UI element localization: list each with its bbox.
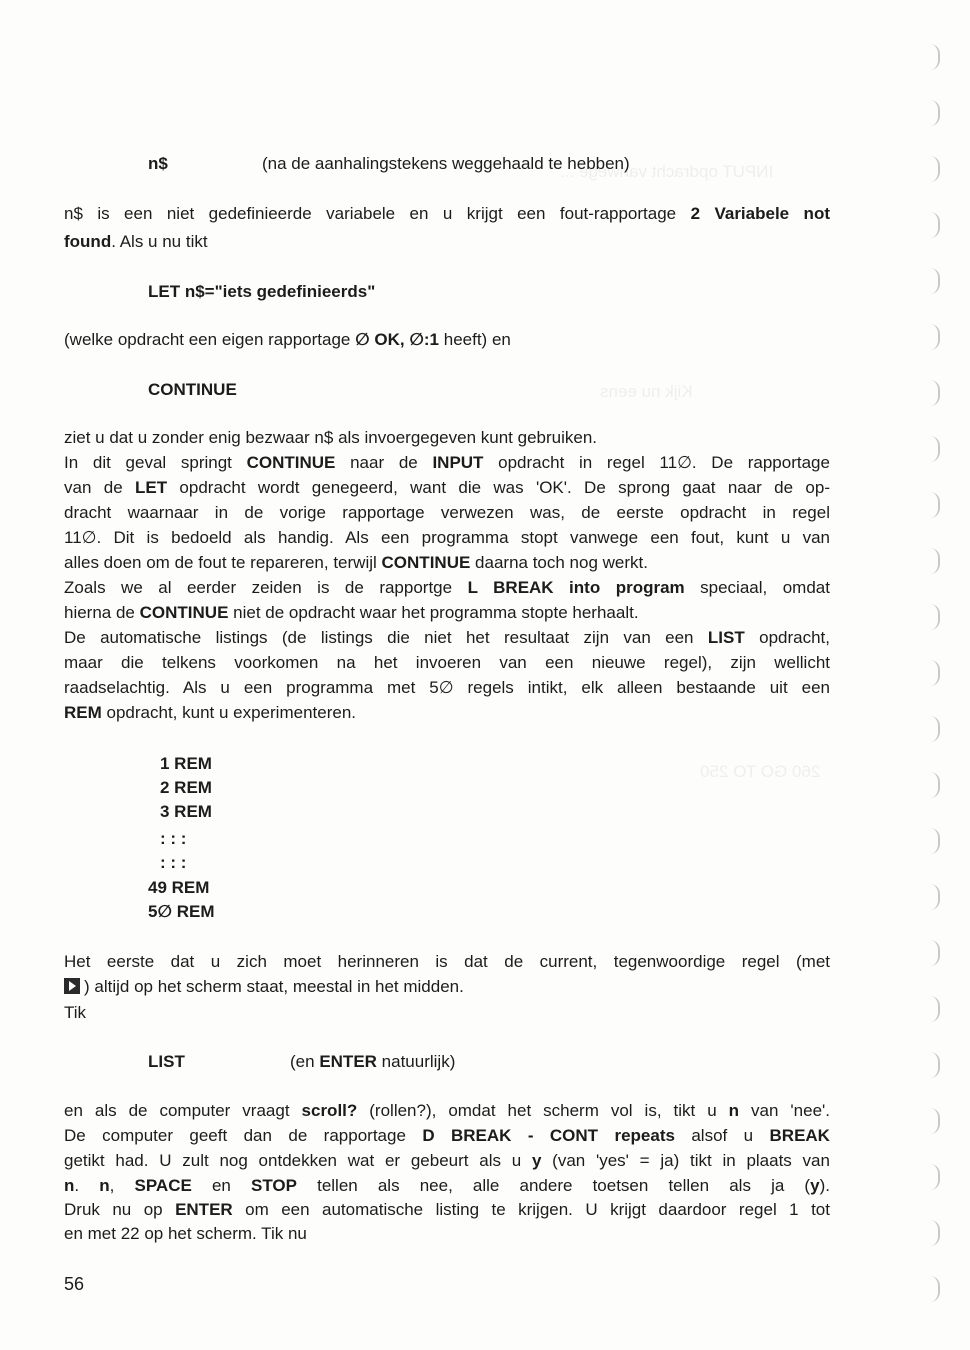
text-run: alles doen om de fout te repareren, terwijl <box>64 553 377 572</box>
text-run: natuurlijk) <box>381 1052 456 1071</box>
command-keyword: CONTINUE <box>381 553 471 572</box>
paragraph-line <box>64 975 830 999</box>
text-run: ) altijd op het scherm staat, meestal in het midden. <box>84 977 464 996</box>
text-run: n$ is een niet gedefinieerde variabele en u krijgt een fout-rapportage <box>64 204 677 223</box>
text-run: van 'nee'. <box>751 1101 830 1120</box>
key-name: n <box>64 1176 75 1195</box>
binding-ring <box>924 492 940 518</box>
text-run: ziet u dat u zonder enig bezwaar n$ als invoergegeven kunt gebruiken. <box>64 428 598 447</box>
paragraph-line <box>64 1149 830 1173</box>
report-code: D BREAK - CONT repeats <box>422 1126 675 1145</box>
code-listing-line: 2 REM <box>160 778 212 797</box>
paragraph-line <box>64 476 830 500</box>
paragraph-line <box>64 451 830 475</box>
text-run: getikt had. U zult nog ontdekken wat er gebeurt als u <box>64 1151 522 1170</box>
text-run: alsof u <box>691 1126 754 1145</box>
text-run: Zoals we al eerder zeiden is de rapportge <box>64 578 453 597</box>
key-name: STOP <box>250 1176 297 1195</box>
paragraph-line <box>64 950 830 974</box>
text-run: (welke opdracht een eigen rapportage <box>64 330 351 349</box>
text-run: van de <box>64 478 123 497</box>
command-keyword: CONTINUE <box>148 380 237 399</box>
text-run: (van 'yes' = ja) tikt in plaats van <box>552 1151 830 1170</box>
text-run: dracht waarnaar in de vorige rapportage verwezen was, de eerste opdracht in regel <box>64 503 830 522</box>
paragraph-line <box>64 230 830 254</box>
paragraph-line <box>64 626 830 650</box>
text-run: opdracht wordt genegeerd, want die was 'OK'. De sprong gaat naar de op- <box>179 478 830 497</box>
key-name: BREAK <box>769 1126 830 1145</box>
text-run: en met 22 op het scherm. Tik nu <box>64 1224 307 1243</box>
binding-ring <box>924 660 940 686</box>
binding-ring <box>924 604 940 630</box>
spiral-binding <box>912 30 952 1330</box>
paragraph-line <box>64 426 830 450</box>
text-run: , <box>109 1176 115 1195</box>
key-name: y <box>531 1151 542 1170</box>
key-name: n <box>728 1101 740 1120</box>
command-keyword: ENTER <box>319 1052 377 1071</box>
paragraph-line <box>64 551 830 575</box>
paragraph-line <box>64 601 830 625</box>
command-note <box>290 1050 455 1074</box>
code-listing-line: : : : <box>160 853 187 872</box>
binding-ring <box>924 156 940 182</box>
text-run: om een automatische listing te krijgen. U krijgt daardoor regel 1 tot <box>245 1200 830 1219</box>
binding-ring <box>924 828 940 854</box>
page-number: 56 <box>64 1274 85 1294</box>
text-run: De computer geeft dan de rapportage <box>64 1126 406 1145</box>
code-listing-line: 3 REM <box>160 802 212 821</box>
code-listing-line: 49 REM <box>148 878 210 897</box>
show-through-text: 260 GO TO 250 <box>700 762 821 781</box>
code-listing-line: 5∅ REM <box>148 902 215 921</box>
text-run: tellen als nee, alle andere toetsen tellen als ja ( <box>317 1176 811 1195</box>
binding-ring <box>924 100 940 126</box>
report-code: found <box>64 232 112 251</box>
paragraph-line <box>64 1222 830 1246</box>
text-run: Het eerste dat u zich moet herinneren is dat de current, tegenwoordige regel (met <box>64 952 830 971</box>
code-listing-line: 1 REM <box>160 754 212 773</box>
key-name: ENTER <box>175 1200 233 1219</box>
key-name: n <box>99 1176 110 1195</box>
text-run: . Als u nu tikt <box>111 232 208 251</box>
code-listing-line: : : : <box>160 829 187 848</box>
paragraph-line <box>64 1099 830 1123</box>
text-run: niet de opdracht waar het programma stopte herhaalt. <box>233 603 639 622</box>
text-run: Tik <box>64 1003 87 1022</box>
paragraph-line <box>64 501 830 525</box>
command-keyword: CONTINUE <box>139 603 229 622</box>
paragraph-line <box>64 676 830 700</box>
binding-ring <box>924 1276 940 1302</box>
binding-ring <box>924 44 940 70</box>
text-run: opdracht, kunt u experimenteren. <box>106 703 356 722</box>
command-keyword: CONTINUE <box>246 453 336 472</box>
paragraph-line <box>64 1001 830 1025</box>
binding-ring <box>924 1164 940 1190</box>
binding-ring <box>924 1220 940 1246</box>
command-line-list <box>148 1050 185 1074</box>
command-keyword: LET <box>134 478 168 497</box>
text-run: maar die telkens voorkomen na het invoeren van een nieuwe regel), zijn wellicht <box>64 653 830 672</box>
command-keyword: REM <box>64 703 102 722</box>
paragraph-line <box>64 1174 830 1198</box>
binding-ring <box>924 940 940 966</box>
binding-ring <box>924 884 940 910</box>
binding-ring <box>924 548 940 574</box>
binding-ring <box>924 212 940 238</box>
text-run: hierna de <box>64 603 135 622</box>
text-run: en <box>211 1176 231 1195</box>
show-through-text: INPUT opdracht vanwege ... <box>560 162 774 181</box>
text-run: heeft) en <box>443 330 511 349</box>
text-run: In dit geval springt <box>64 453 232 472</box>
binding-ring <box>924 1108 940 1134</box>
text-run: opdracht, <box>759 628 830 647</box>
paragraph-line <box>64 1198 830 1222</box>
command-line-n-string <box>148 152 168 176</box>
binding-ring <box>924 268 940 294</box>
report-code: 2 Variabele not <box>690 204 830 223</box>
paragraph-line <box>64 651 830 675</box>
binding-ring <box>924 436 940 462</box>
text-run: speciaal, omdat <box>700 578 830 597</box>
text-run: De automatische listings (de listings die niet het resultaat zijn van een <box>64 628 694 647</box>
key-name: SPACE <box>134 1176 192 1195</box>
command-note <box>262 152 630 176</box>
text-run: en als de computer vraagt <box>64 1101 290 1120</box>
text-run: Druk nu op <box>64 1200 163 1219</box>
binding-ring <box>924 1052 940 1078</box>
report-code: L BREAK into program <box>467 578 685 597</box>
text-run: (en <box>290 1052 315 1071</box>
text-run: ). <box>819 1176 830 1195</box>
text-run: raadselachtig. Als u een programma met 5∅ regels intikt, elk alleen bestaande uit een <box>64 678 830 697</box>
paragraph-line <box>64 1124 830 1148</box>
text-run: (rollen?), omdat het scherm vol is, tikt u <box>369 1101 717 1120</box>
text-run: naar de <box>350 453 418 472</box>
paragraph-line <box>64 576 830 600</box>
paragraph-line <box>64 202 830 226</box>
command-keyword: LET n$="iets gedefinieerds" <box>148 282 376 301</box>
binding-ring <box>924 380 940 406</box>
note-text: (na de aanhalingstekens weggehaald te hebben) <box>262 154 630 173</box>
text-run: daarna toch nog werkt. <box>475 553 648 572</box>
command-keyword: scroll? <box>301 1101 358 1120</box>
command-line-continue <box>148 378 237 402</box>
command-keyword: INPUT <box>432 453 484 472</box>
binding-ring <box>924 996 940 1022</box>
key-name: y <box>810 1176 820 1195</box>
command-line-let <box>148 280 375 304</box>
report-code: ∅ OK, ∅:1 <box>355 330 440 349</box>
current-line-cursor-icon <box>64 978 80 994</box>
paragraph-line <box>64 526 830 550</box>
paragraph-line <box>64 701 830 725</box>
binding-ring <box>924 772 940 798</box>
binding-ring <box>924 716 940 742</box>
show-through-text: Kijk nu eens <box>600 382 693 401</box>
command-keyword: LIST <box>148 1052 185 1071</box>
command-keyword: n$ <box>148 154 168 173</box>
text-run: . <box>74 1176 80 1195</box>
text-run: opdracht in regel 11∅. De rapportage <box>498 453 830 472</box>
command-keyword: LIST <box>707 628 745 647</box>
paragraph-line <box>64 328 830 352</box>
binding-ring <box>924 324 940 350</box>
text-run: 11∅. Dit is bedoeld als handig. Als een programma stopt vanwege een fout, kunt u van <box>64 528 830 547</box>
